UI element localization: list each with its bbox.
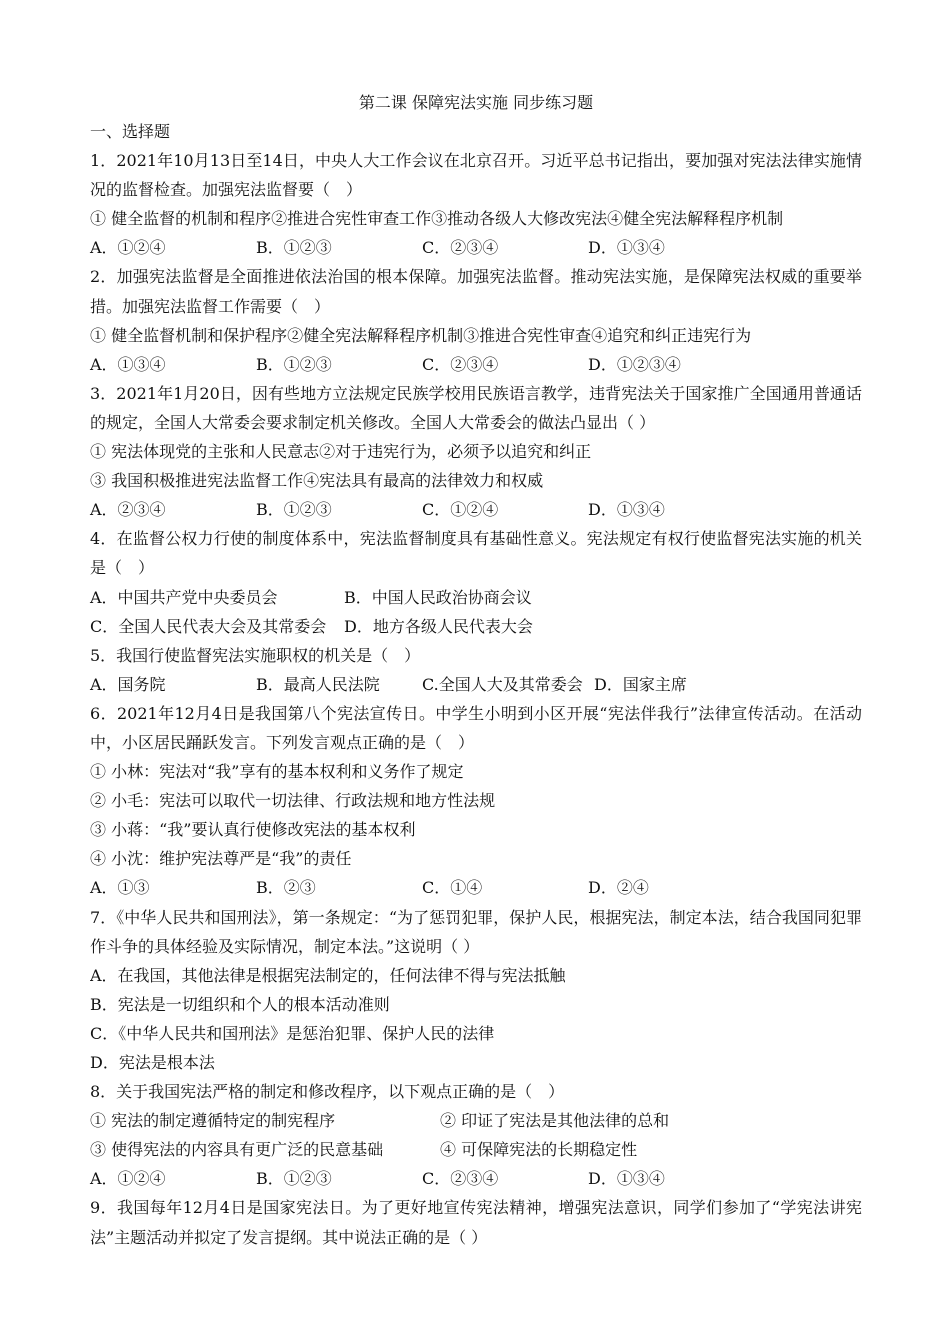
question-6-item-3: ③ 小蒋：“我”要认真行使修改宪法的基本权利 bbox=[90, 820, 416, 840]
option-d: D．宪法是根本法 bbox=[90, 1053, 215, 1072]
option-c: C．①②④ bbox=[422, 500, 499, 520]
question-5-options bbox=[90, 670, 862, 699]
option-b: B．中国人民政治协商会议 bbox=[344, 587, 532, 607]
option-b: B．最高人民法院 bbox=[256, 674, 380, 694]
question-7-stem: 7．《中华人民共和国刑法》，第一条规定：“为了惩罚犯罪，保护人民，根据宪法，制定本法，结合我国同犯罪作斗争的具体经验及实际情况，制定本法。”这说明（ ） bbox=[90, 907, 862, 956]
question-8-items-row-1 bbox=[90, 1106, 862, 1135]
option-d: D．地方各级人民代表大会 bbox=[344, 616, 533, 636]
option-c: C．全国人民代表大会及其常委会 bbox=[90, 616, 327, 636]
option-d: D．①②③④ bbox=[588, 354, 681, 374]
option-a: A．①②④ bbox=[90, 1169, 166, 1189]
question-4-options-row-1 bbox=[90, 583, 862, 612]
question-8-stem: 8．关于我国宪法严格的制定和修改程序，以下观点正确的是（ ） bbox=[90, 1082, 565, 1102]
question-2-options bbox=[90, 350, 862, 379]
option-c: C．②③④ bbox=[422, 1169, 499, 1189]
option-d: D．①③④ bbox=[588, 238, 665, 258]
option-c: C．②③④ bbox=[422, 354, 499, 374]
option-d: D．①③④ bbox=[588, 500, 665, 520]
option-b: B．②③ bbox=[256, 878, 316, 898]
option-a: A．在我国，其他法律是根据宪法制定的，任何法律不得与宪法抵触 bbox=[90, 965, 566, 985]
option-a: A．中国共产党中央委员会 bbox=[90, 587, 278, 607]
question-6-stem: 6．2021年12月4日是我国第八个宪法宣传日。中学生小明到小区开展“宪法伴我行”法律宣传活动。在活动中，小区居民踊跃发言。下列发言观点正确的是（ ） bbox=[90, 703, 862, 752]
document-page bbox=[90, 88, 862, 1252]
question-3-options bbox=[90, 495, 862, 524]
question-2-items: ① 健全监督机制和保护程序②健全宪法解释程序机制③推进合宪性审查④追究和纠正违宪行为 bbox=[90, 325, 752, 345]
question-6-options bbox=[90, 873, 862, 902]
question-3-item-line-1: ① 宪法体现党的主张和人民意志②对于违宪行为，必须予以追究和纠正 bbox=[90, 442, 592, 462]
question-1-options bbox=[90, 233, 862, 262]
question-6-item-2: ② 小毛：宪法可以取代一切法律、行政法规和地方性法规 bbox=[90, 791, 496, 811]
question-8-options bbox=[90, 1164, 862, 1193]
question-8-item-4: ④ 可保障宪法的长期稳定性 bbox=[440, 1140, 638, 1160]
option-b: B．①②③ bbox=[256, 238, 332, 258]
option-b: B．①②③ bbox=[256, 354, 332, 374]
option-b: B．①②③ bbox=[256, 500, 332, 520]
option-b: B．①②③ bbox=[256, 1169, 332, 1189]
question-3-stem: 3．2021年1月20日，因有些地方立法规定民族学校用民族语言教学，违背宪法关于国家推广全国通用普通话的规定，全国人大常委会要求制定机关修改。全国人大常委会的做法凸显出（ ） bbox=[90, 383, 862, 432]
question-1-stem: 1．2021年10月13日至14日，中央人大工作会议在北京召开。习近平总书记指出，要加强对宪法法律实施情况的监督检查。加强宪法监督要（ ） bbox=[90, 151, 862, 200]
question-8-item-3: ③ 使得宪法的内容具有更广泛的民意基础 bbox=[90, 1140, 384, 1160]
option-a: A．①③ bbox=[90, 878, 150, 898]
option-c: C．《中华人民共和国刑法》是惩治犯罪、保护人民的法律 bbox=[90, 1023, 495, 1043]
option-d: D．①③④ bbox=[588, 1169, 665, 1189]
question-2-stem: 2．加强宪法监督是全面推进依法治国的根本保障。加强宪法监督。推动宪法实施，是保障宪法权威的重要举措。加强宪法监督工作需要（ ） bbox=[90, 267, 862, 316]
question-4-options-row-2 bbox=[90, 612, 862, 641]
question-6-item-1: ① 小林：宪法对“我”享有的基本权利和义务作了规定 bbox=[90, 762, 464, 782]
option-d: D．②④ bbox=[588, 878, 649, 898]
question-8-item-2: ② 印证了宪法是其他法律的总和 bbox=[440, 1111, 670, 1131]
question-8-item-1: ① 宪法的制定遵循特定的制宪程序 bbox=[90, 1111, 336, 1131]
option-c: C.全国人大及其常委会 bbox=[422, 674, 583, 694]
option-a: A．②③④ bbox=[90, 500, 166, 520]
question-4-stem: 4．在监督公权力行使的制度体系中，宪法监督制度具有基础性意义。宪法规定有权行使监督宪法实施的机关是（ ） bbox=[90, 529, 862, 578]
question-5-stem: 5．我国行使监督宪法实施职权的机关是（ ） bbox=[90, 645, 421, 665]
option-d: D．国家主席 bbox=[594, 674, 687, 694]
question-1-items: ① 健全监督的机制和程序②推进合宪性审查工作③推动各级人大修改宪法④健全宪法解释程序机制 bbox=[90, 209, 784, 229]
option-c: C．②③④ bbox=[422, 238, 499, 258]
option-c: C．①④ bbox=[422, 878, 483, 898]
document-title: 第二课 保障宪法实施 同步练习题 bbox=[358, 93, 594, 112]
option-b: B．宪法是一切组织和个人的根本活动准则 bbox=[90, 994, 390, 1014]
section-heading: 一、选择题 bbox=[90, 122, 171, 141]
option-a: A．①③④ bbox=[90, 354, 166, 374]
question-6-item-4: ④ 小沈：维护宪法尊严是“我”的责任 bbox=[90, 849, 352, 869]
question-3-item-line-2: ③ 我国积极推进宪法监督工作④宪法具有最高的法律效力和权威 bbox=[90, 471, 544, 491]
question-9-stem: 9．我国每年12月4日是国家宪法日。为了更好地宣传宪法精神，增强宪法意识，同学们参加了“学宪法讲宪法”主题活动并拟定了发言提纲。其中说法正确的是（ ） bbox=[90, 1198, 862, 1247]
option-a: A．①②④ bbox=[90, 238, 166, 258]
option-a: A．国务院 bbox=[90, 674, 166, 694]
question-8-items-row-2 bbox=[90, 1135, 862, 1164]
